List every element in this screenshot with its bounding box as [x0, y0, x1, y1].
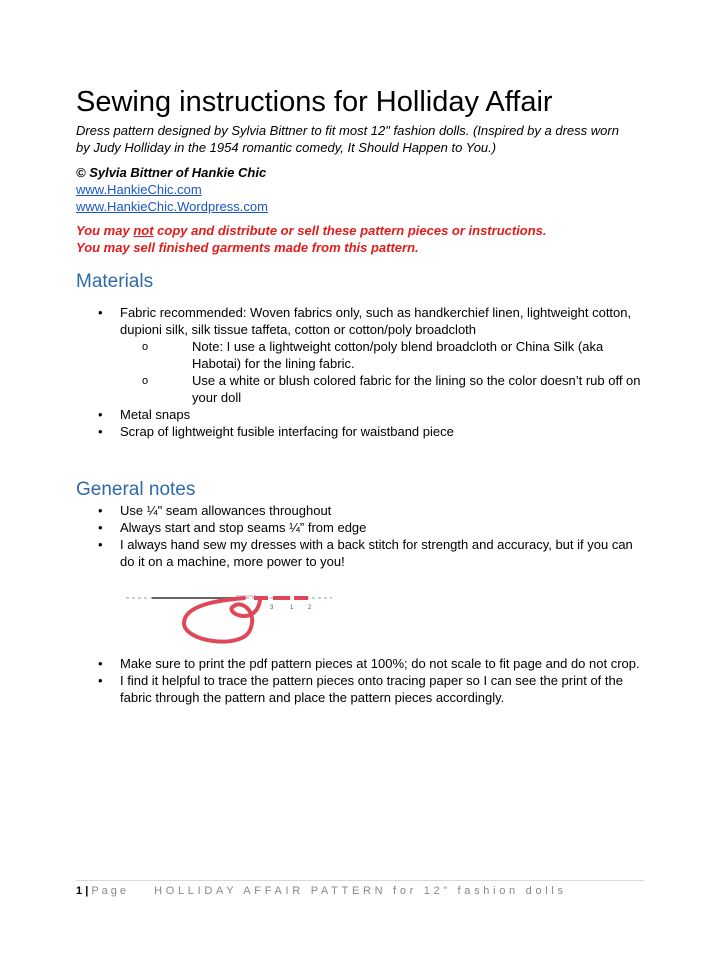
page-title: Sewing instructions for Holliday Affair [76, 86, 553, 118]
stitch-number-label: 1 [290, 605, 294, 611]
thread-loop [184, 598, 260, 642]
list-item: • Metal snaps [98, 407, 191, 422]
page-footer [76, 884, 567, 898]
footer-separator: | [85, 885, 89, 897]
copyright-warning [76, 222, 547, 256]
list-item: • Use ¼" seam allowances throughout [98, 503, 332, 518]
general-notes-heading: General notes [76, 479, 196, 500]
list-item: • Always start and stop seams ¼” from edge [98, 520, 367, 535]
sub-list-item: o Note: I use a lightweight cotton/poly blend broadcloth or China Silk (aka Habotai) for the lining fabric. [142, 339, 604, 371]
page-label: Page [91, 885, 130, 897]
materials-heading: Materials [76, 271, 154, 292]
list-item: • Scrap of lightweight fusible interfacing for waistband piece [98, 424, 454, 439]
list-item: • Make sure to print the pdf pattern pieces at 100%; do not scale to fit page and do not crop. [98, 656, 640, 671]
hankiechic-link[interactable]: www.HankieChic.com [76, 182, 202, 197]
bullet-icon: • [98, 673, 103, 688]
stitch-number-label: 2 [308, 605, 312, 611]
hankiechic-wordpress-link[interactable]: www.HankieChic.Wordpress.com [76, 199, 268, 214]
bullet-icon: • [98, 537, 103, 552]
list-item: • Fabric recommended: Woven fabrics only, such as handkerchief linen, lightweight cotton, dupioni silk, silk tissue taffeta, cotton or cotton/poly broadcloth [98, 305, 632, 337]
warning-emphasis: not [133, 223, 154, 238]
stitch-number-label: 3 [270, 605, 274, 611]
warning-line-1: You may not copy and distribute or sell these pattern pieces or instructions. [76, 223, 547, 238]
bullet-icon: • [98, 656, 103, 671]
bullet-icon: • [98, 503, 103, 518]
footer-divider [76, 880, 644, 881]
general-notes-list [76, 502, 646, 570]
general-notes-list-continued [76, 655, 646, 706]
subtitle: Dress pattern designed by Sylvia Bittner to fit most 12" fashion dolls. (Inspired by a dress worn by Judy Holliday in the 1954 romantic comedy, It Should Happen to You.) [76, 123, 619, 155]
back-stitch-illustration [124, 578, 334, 648]
bullet-icon: • [98, 520, 103, 535]
copyright-line: © Sylvia Bittner of Hankie Chic [76, 165, 267, 180]
circle-bullet-icon: o [142, 375, 149, 387]
list-item: • I find it helpful to trace the pattern pieces onto tracing paper so I can see the print of the fabric through the pattern and place the pattern pieces accordingly. [98, 673, 623, 705]
warning-line-2: You may sell finished garments made from this pattern. [76, 240, 419, 255]
sub-list-item: o Use a white or blush colored fabric for the lining so the color doesn’t rub off on your doll [142, 373, 641, 405]
footer-title: HOLLIDAY AFFAIR PATTERN for 12” fashion dolls [154, 885, 567, 897]
bullet-icon: • [98, 424, 103, 439]
circle-bullet-icon: o [142, 341, 149, 353]
bullet-icon: • [98, 305, 103, 320]
materials-list [76, 304, 646, 440]
page-number: 1 [76, 885, 83, 897]
bullet-icon: • [98, 407, 103, 422]
list-item: • I always hand sew my dresses with a back stitch for strength and accuracy, but if you can do it on a machine, more power to you! [98, 537, 633, 569]
